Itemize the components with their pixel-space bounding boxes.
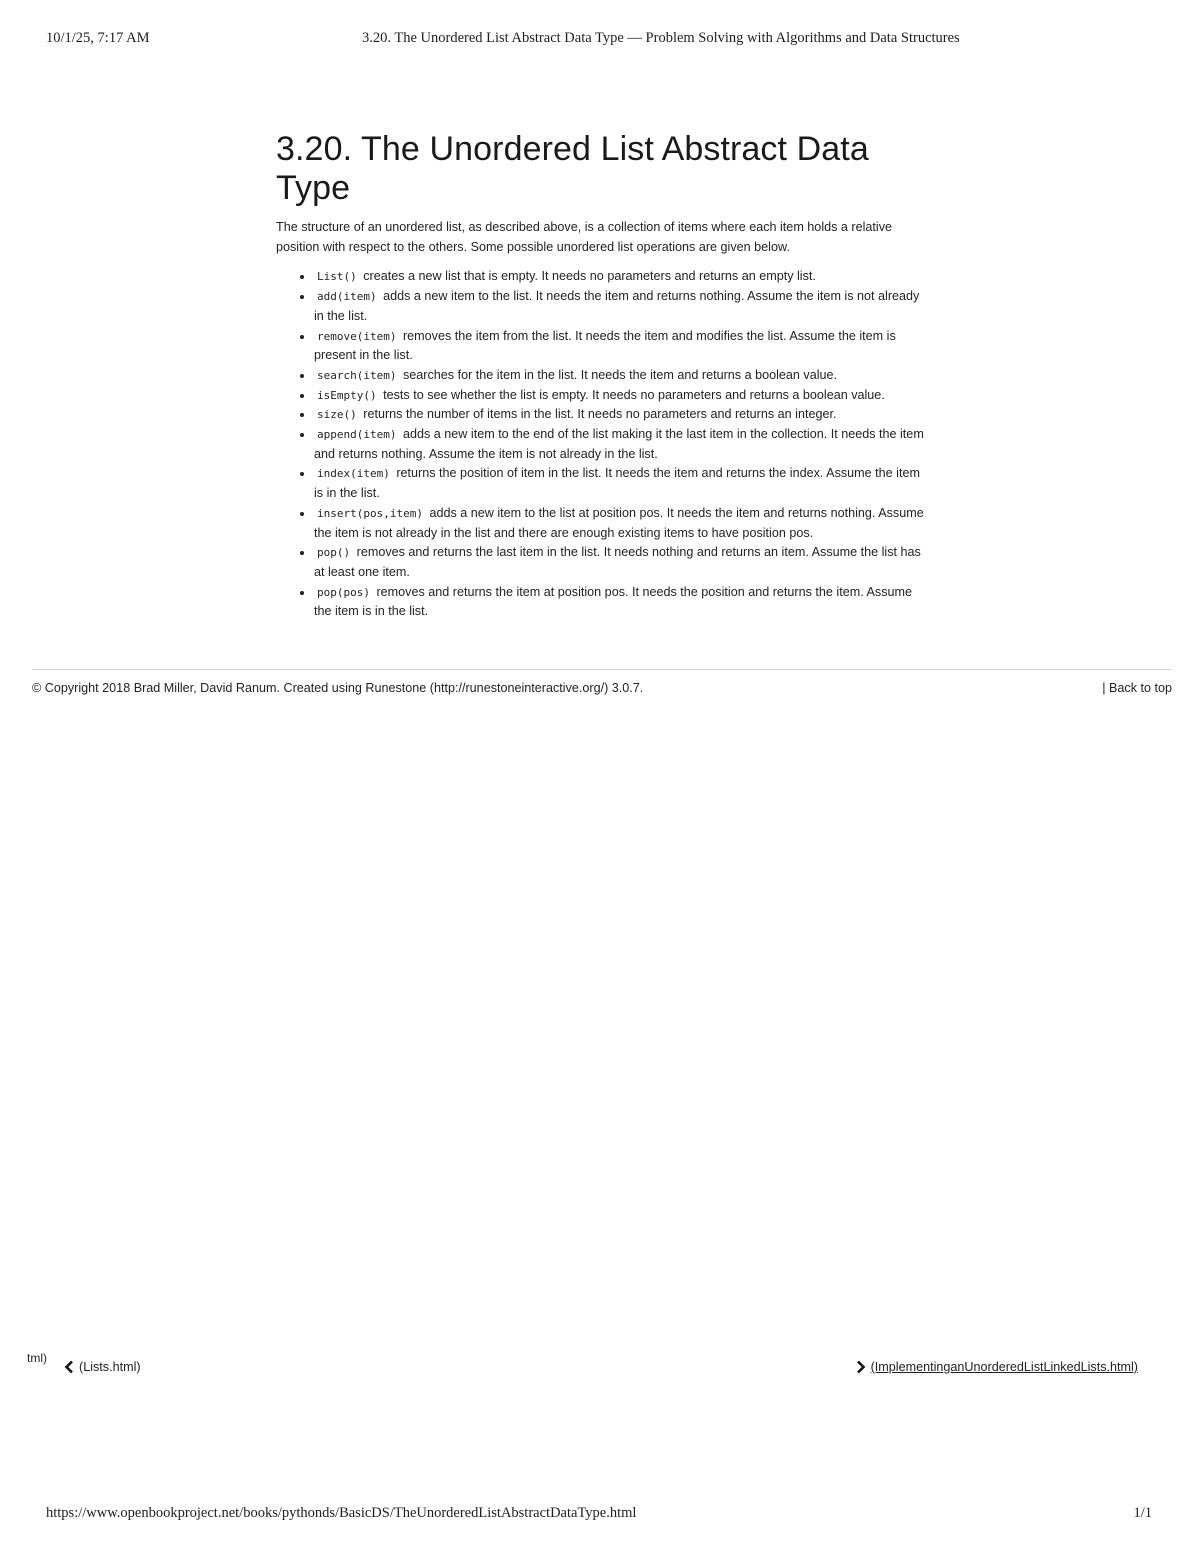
code-index: index(item) [317, 467, 390, 481]
desc-size: returns the number of items in the list. It needs no parameters and returns an integer. [363, 407, 837, 422]
intro-paragraph: The structure of an unordered list, as described above, is a collection of items where each item holds a relative position with respect to the others. Some possible unordered list operations are given below. [276, 220, 893, 254]
print-document-title: 3.20. The Unordered List Abstract Data Type — Problem Solving with Algorithms and Data Structures [362, 30, 960, 46]
footer-divider [32, 669, 1172, 670]
article [276, 130, 928, 622]
desc-search: searches for the item in the list. It needs the item and returns a boolean value. [402, 367, 838, 382]
desc-index: returns the position of item in the list. It needs the item and returns the index. Assume the item is in the list. [314, 466, 920, 501]
chevron-left-icon [63, 1360, 75, 1374]
print-datetime: 10/1/25, 7:17 AM [46, 30, 150, 46]
print-header [46, 30, 1154, 50]
next-page-link[interactable] [855, 1360, 1138, 1374]
chevron-right-icon [855, 1360, 867, 1374]
code-remove: remove(item) [317, 329, 397, 343]
desc-isempty: tests to see whether the list is empty. It needs no parameters and returns a boolean value. [383, 387, 885, 402]
code-pop: pop() [317, 546, 351, 560]
code-list: List() [317, 270, 357, 284]
truncated-nav-text: tml) [27, 1351, 47, 1365]
desc-list: creates a new list that is empty. It needs no parameters and returns an empty list. [363, 269, 816, 284]
desc-remove: removes the item from the list. It needs the item and modifies the list. Assume the item is present in the list. [314, 328, 896, 363]
prev-page-label: (Lists.html) [79, 1360, 141, 1374]
code-pop-pos: pop(pos) [317, 585, 370, 599]
list-item-pop [314, 543, 928, 582]
print-url: https://www.openbookproject.net/books/pythonds/BasicDS/TheUnorderedListAbstractDataType.html [46, 1505, 637, 1521]
list-item-pop-pos [314, 583, 928, 622]
operations-list [276, 267, 928, 622]
list-item-list [314, 267, 928, 287]
list-item-append [314, 425, 928, 464]
page-number: 1/1 [1133, 1505, 1152, 1521]
page-title: 3.20. The Unordered List Abstract Data Type [276, 130, 869, 207]
list-item-insert [314, 504, 928, 543]
code-append: append(item) [317, 428, 397, 442]
list-item-search [314, 366, 928, 386]
desc-pop-pos: removes and returns the item at position pos. It needs the position and returns the item. Assume the item is in the list. [314, 584, 913, 619]
list-item-size [314, 405, 928, 425]
code-add: add(item) [317, 290, 377, 304]
desc-insert: adds a new item to the list at position pos. It needs the item and returns nothing. Assume the item is not already in the list and there are enough existing items to have position pos. [314, 505, 924, 540]
back-to-top-link[interactable]: | Back to top [1102, 681, 1172, 695]
code-size: size() [317, 408, 357, 422]
desc-add: adds a new item to the list. It needs the item and returns nothing. Assume the item is not already in the list. [314, 289, 920, 323]
desc-append: adds a new item to the end of the list making it the last item in the collection. It needs the item and returns nothing. Assume the item is not already in the list. [314, 427, 924, 461]
list-item-index [314, 464, 928, 503]
list-item-add [314, 287, 928, 326]
list-item-remove [314, 327, 928, 366]
prev-page-link[interactable] [63, 1360, 141, 1374]
code-isempty: isEmpty() [317, 388, 377, 402]
code-search: search(item) [317, 368, 397, 382]
copyright-text: © Copyright 2018 Brad Miller, David Ranum. Created using Runestone (http://runestoneinteractive.org/) 3.0.7. [32, 681, 644, 695]
desc-pop: removes and returns the last item in the list. It needs nothing and returns an item. Assume the list has at least one item. [314, 545, 921, 579]
next-page-label: (ImplementinganUnorderedListLinkedLists.html) [870, 1360, 1138, 1374]
code-insert: insert(pos,item) [317, 506, 423, 520]
list-item-isempty [314, 386, 928, 406]
